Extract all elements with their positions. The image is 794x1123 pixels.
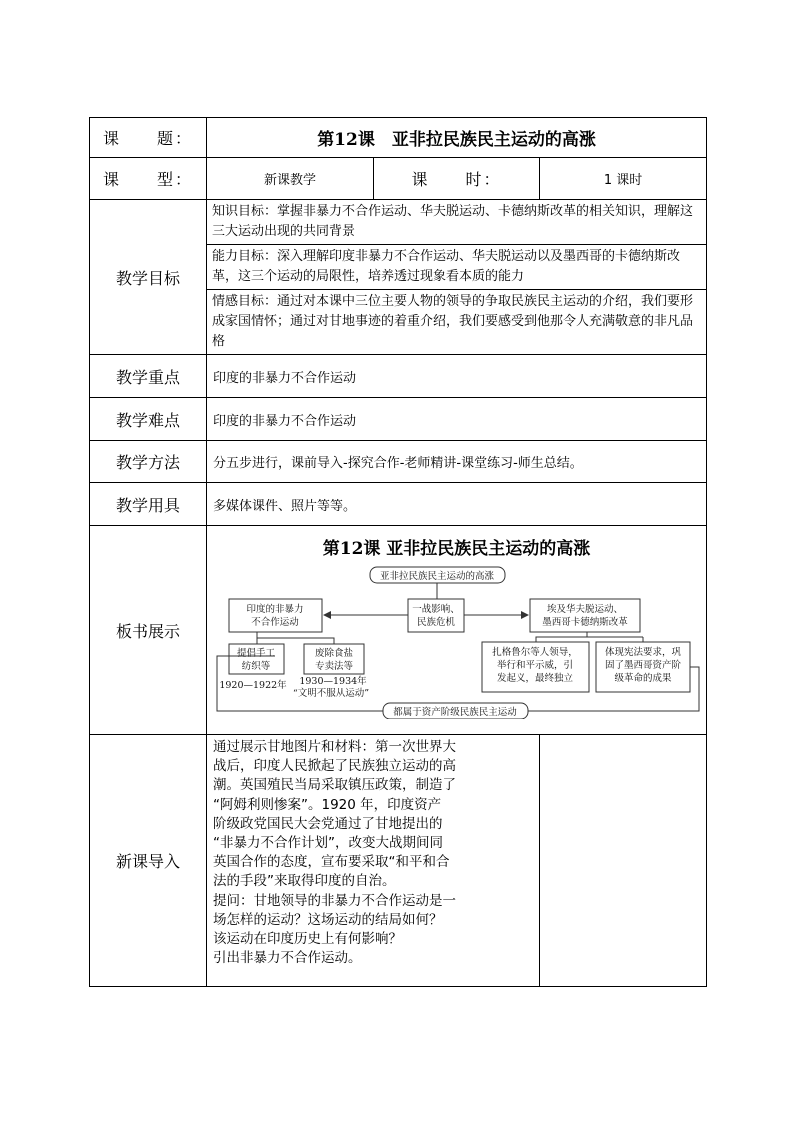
diagram-rr-text-3: 级革命的成果 [614, 673, 672, 684]
diagram-quote: “文明不服从运动” [292, 688, 370, 699]
diagram-left-text-1: 印度的非暴力 [246, 604, 304, 615]
diagram-date-2: 1930—1934年 [299, 676, 367, 687]
type-label: 课 型： [90, 158, 207, 200]
tools-label: 教学用具 [90, 483, 207, 526]
row-key-point [90, 355, 707, 398]
key-point-label: 教学重点 [90, 355, 207, 398]
diagram-rl-text-3: 发起义，最终独立 [496, 673, 574, 684]
intro-line: 场怎样的运动？这场运动的结局如何？ [213, 911, 443, 928]
diagram-center-text-1: 一战影响、 [412, 604, 460, 615]
board-cell [207, 526, 707, 735]
row-intro [90, 735, 707, 987]
intro-label: 新课导入 [90, 735, 207, 987]
intro-line: 英国合作的态度，宣布要采取“和平和合 [213, 854, 450, 871]
difficulty-value: 印度的非暴力不合作运动 [207, 398, 707, 441]
goal-knowledge: 知识目标：掌握非暴力不合作运动、华夫脱运动、卡德纳斯改革的相关知识，理解这三大运动出现的共同背景 [207, 200, 706, 245]
row-board [90, 526, 707, 735]
diagram-right-text-2: 墨西哥卡德纳斯改革 [542, 617, 628, 628]
diagram-left-text-2: 不合作运动 [251, 617, 299, 628]
intro-line: 潮。英国殖民当局采取镇压政策，制造了 [213, 777, 456, 794]
hours-label: 课 时： [374, 158, 540, 200]
lesson-plan-table [89, 117, 707, 987]
diagram-top-text: 亚非拉民族民主运动的高涨 [379, 571, 495, 582]
diagram-bottom-text: 都属于资产阶级民族民主运动 [393, 707, 517, 718]
goal-emotion: 情感目标：通过对本课中三位主要人物的领导的争取民族民主运动的介绍，我们要形成家国情怀；通过对甘地事迹的着重介绍，我们要感受到他那令人充满敬意的非凡品格 [212, 294, 694, 349]
difficulty-label: 教学难点 [90, 398, 207, 441]
board-diagram [207, 559, 706, 719]
diagram-center-text-2: 民族危机 [416, 617, 456, 628]
tools-value: 多媒体课件、照片等等。 [207, 483, 707, 526]
intro-line: 该运动在印度历史上有何影响？ [213, 931, 402, 948]
intro-line: 战后，印度人民掀起了民族独立运动的高 [213, 758, 456, 775]
row-type [90, 158, 707, 200]
lesson-label: 课 题： [90, 118, 207, 158]
diagram-rl-text-2: 举行和平示威，引 [496, 660, 574, 671]
diagram-rr-text-1: 体现宪法要求，巩 [604, 647, 682, 658]
intro-line: “阿姆利则惨案”。1920 年，印度资产 [213, 796, 442, 813]
diagram-ll-text-1: 提倡手工 [236, 648, 276, 659]
board-title: 第12课 亚非拉民族民主运动的高涨 [322, 539, 591, 559]
diagram-ll-text-2: 纺织等 [241, 661, 271, 672]
diagram-lr-text-1: 废除食盐 [314, 648, 354, 659]
intro-text [207, 735, 539, 971]
intro-line: 引出非暴力不合作运动。 [213, 950, 362, 967]
diagram-right-text-1: 埃及华夫脱运动、 [546, 604, 624, 615]
lesson-title: 第12课 亚非拉民族民主运动的高涨 [207, 118, 707, 158]
intro-line: 提问：甘地领导的非暴力不合作运动是一 [213, 892, 456, 909]
method-value: 分五步进行，课前导入-探究合作-老师精讲-课堂练习-师生总结。 [207, 441, 707, 483]
row-tools [90, 483, 707, 526]
row-goals [90, 200, 707, 355]
intro-line: 通过展示甘地图片和材料：第一次世界大 [213, 739, 456, 755]
diagram-rl-text-1: 扎格鲁尔等人领导， [492, 647, 578, 658]
row-difficulty [90, 398, 707, 441]
key-point-value: 印度的非暴力不合作运动 [207, 355, 707, 398]
type-value: 新课教学 [207, 158, 374, 200]
intro-line: 阶级政党国民大会党通过了甘地提出的 [213, 815, 443, 832]
goals-list [207, 200, 706, 354]
row-method [90, 441, 707, 483]
board-label: 板书展示 [90, 526, 207, 735]
goal-ability: 能力目标：深入理解印度非暴力不合作运动、华夫脱运动以及墨西哥的卡德纳斯改革，这三个运动的局限性，培养透过现象看本质的能力 [207, 245, 706, 290]
method-label: 教学方法 [90, 441, 207, 483]
intro-cell [207, 735, 540, 987]
intro-empty-cell [540, 735, 707, 987]
diagram-date-1: 1920—1922年 [219, 680, 287, 691]
intro-line: 法的手段”来取得印度的自治。 [213, 873, 396, 890]
diagram-lr-text-2: 专卖法等 [314, 661, 354, 672]
hours-value: 1 课时 [540, 158, 707, 200]
row-lesson [90, 118, 707, 158]
goals-label: 教学目标 [90, 200, 207, 355]
intro-line: “非暴力不合作计划”，改变大战期间同 [213, 835, 443, 852]
diagram-rr-text-2: 固了墨西哥资产阶 [604, 660, 682, 671]
